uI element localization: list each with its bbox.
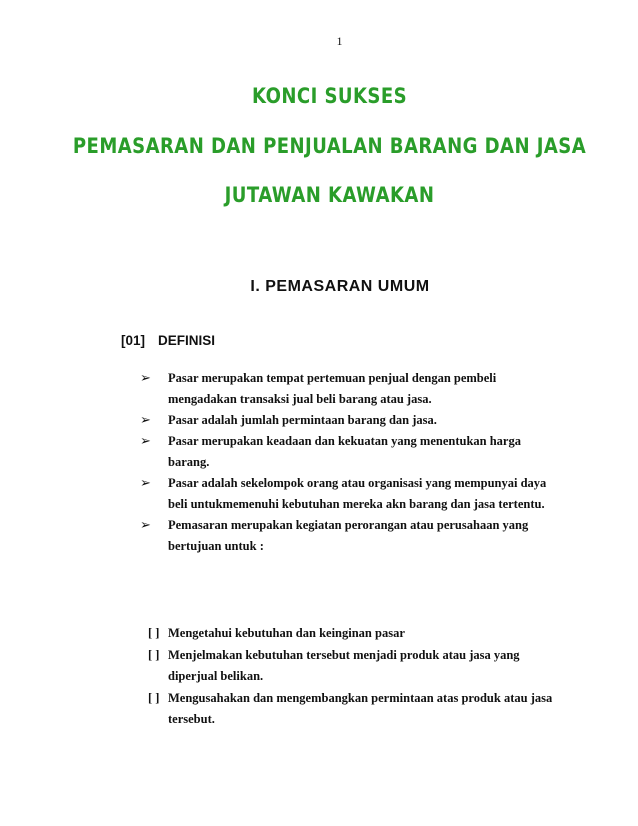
title-line-1: KONCI SUKSES [251,84,408,108]
list-item [140,515,560,557]
arrow-bullet-icon: ➢ [140,518,151,533]
purpose-text: Mengusahakan dan mengembangkan permintaan atas produk atau jasa tersebut. [168,690,553,726]
list-item [140,473,560,515]
list-item [148,645,568,688]
section-heading: I. PEMASARAN UMUM [250,278,430,295]
arrow-bullet-icon: ➢ [140,476,151,491]
bracket-marker: [ ] [148,626,160,640]
purpose-text: Menjelmakan kebutuhan tersebut menjadi produk atau jasa yang diperjual belikan. [168,647,520,683]
subsection-number: [01] [121,333,146,348]
page-number: 1 [336,34,343,48]
title-line-3: JUTAWAN KAWAKAN [224,183,435,207]
definition-text: Pasar merupakan tempat pertemuan penjual dengan pembeli mengadakan transaksi jual beli barang atau jasa. [168,371,497,406]
purpose-list [148,623,568,731]
list-item [140,410,560,431]
bracket-marker: [ ] [148,647,160,662]
title-line-2: PEMASARAN DAN PENJUALAN BARANG DAN JASA [72,134,587,158]
purpose-text: Mengetahui kebutuhan dan keinginan pasar [168,626,405,640]
list-item [140,431,560,473]
arrow-bullet-icon: ➢ [140,434,151,449]
subsection-title: DEFINISI [158,333,216,348]
arrow-bullet-icon: ➢ [140,413,151,428]
list-item [148,688,568,731]
arrow-bullet-icon: ➢ [140,371,151,386]
list-item [140,368,560,410]
definition-text: Pasar merupakan keadaan dan kekuatan yang menentukan harga barang. [168,434,521,469]
bracket-marker: [ ] [148,690,160,705]
definition-list [140,368,560,557]
definition-text: Pasar adalah sekelompok orang atau organisasi yang mempunyai daya beli untukmemenuhi kebutuhan mereka akn barang dan jasa tertentu. [168,476,547,511]
subsection-heading [121,333,215,348]
definition-text: Pemasaran merupakan kegiatan perorangan atau perusahaan yang bertujuan untuk : [168,518,529,553]
list-item [148,623,568,645]
definition-text: Pasar adalah jumlah permintaan barang dan jasa. [168,413,437,427]
